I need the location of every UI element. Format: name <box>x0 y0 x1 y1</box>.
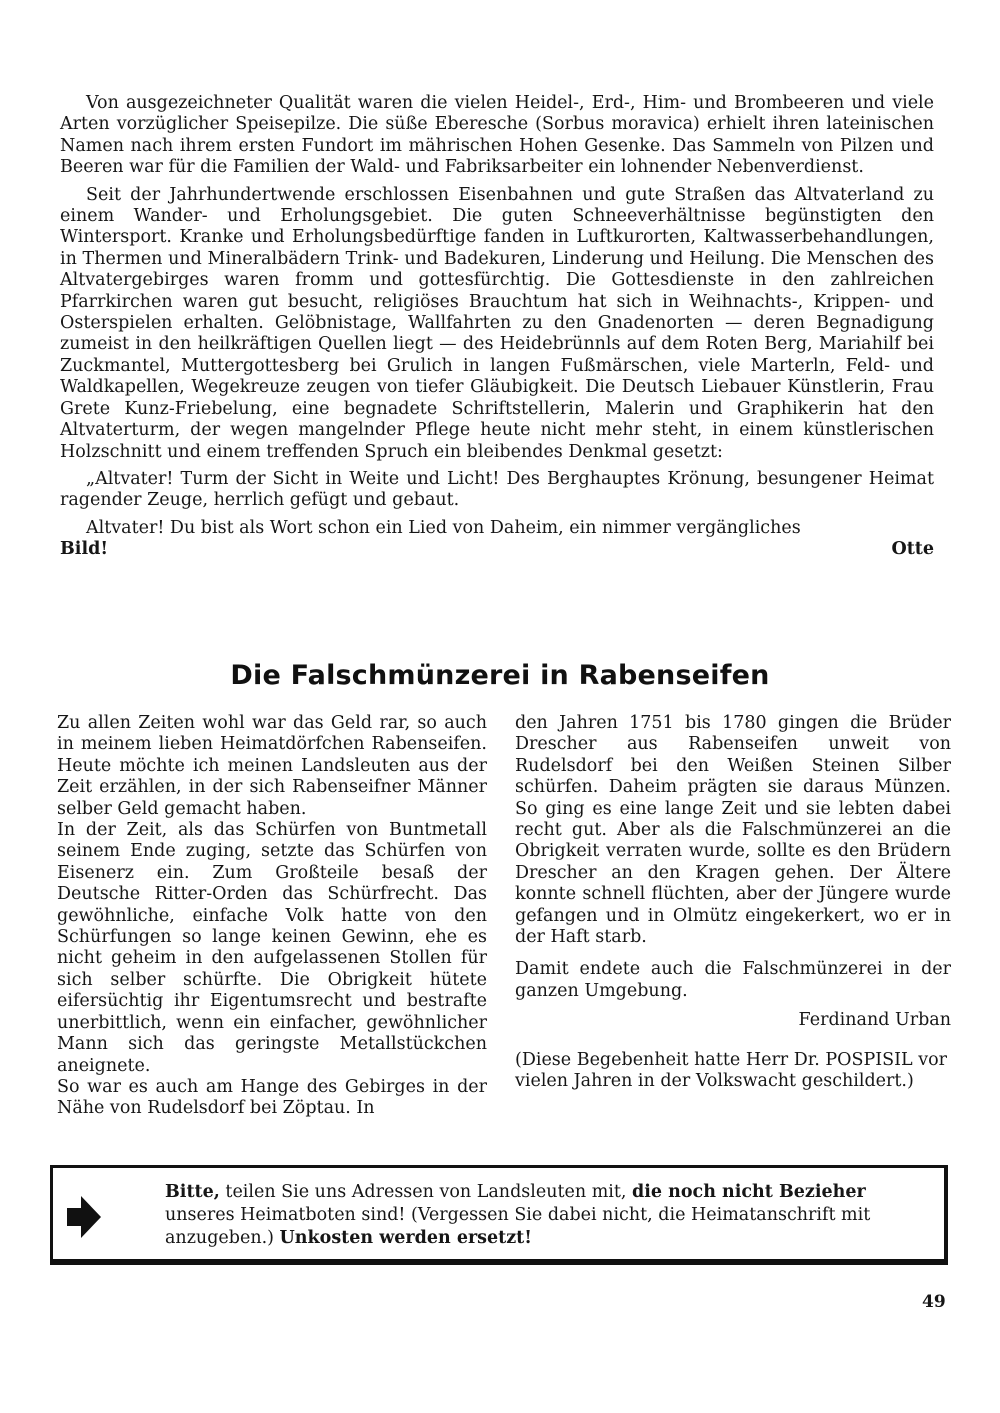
article-paragraph-4: den Jahren 1751 bis 1780 gingen die Brüder Drescher aus Rabenseifen unweit von Rudelsdorf bei den Weißen Steinen Silber schürfen. Daheim prägten sie daraus Münzen. So ging es eine lange Zeit und sie lebten dabei recht gut. Aber als die Falschmünzerei an die Obrigkeit verraten wurde, sollte es den Brüdern Drescher an den Kragen gehen. Der Ältere konnte schnell flüchten, aber der Jüngere wurde gefangen und in Olmütz eingekerkert, wo er in der Haft starb. <box>515 713 951 948</box>
article-author: Ferdinand Urban <box>798 1010 951 1031</box>
notice-text-part-1: Bitte, <box>165 1182 220 1202</box>
quote-paragraph-2: Altvater! Du bist als Wort schon ein Lied von Daheim, ein nimmer vergängliches <box>86 517 801 538</box>
intro-paragraph-1: Von ausgezeichneter Qualität waren die vielen Heidel-, Erd-, Him- und Brombeeren und viele Arten vorzüglicher Speisepilze. Die süße Eberesche (Sorbus moravica) erhielt ihren lateinischen Namen nach ihrem ersten Fundort im mährischen Hohen Gesenke. Das Sammeln von Pilzen und Beeren war für die Familien der Wald- und Fabriksarbeiter ein lohnender Nebenverdienst. <box>60 93 934 178</box>
article-title: Die Falschmünzerei in Rabenseifen <box>230 660 770 691</box>
notice-text-part-2: teilen Sie uns Adressen von Landsleuten mit, <box>219 1182 633 1202</box>
page-number: 49 <box>922 1292 946 1312</box>
notice-text <box>165 1181 935 1250</box>
intro-paragraph-2: Seit der Jahrhundertwende erschlossen Eisenbahnen und gute Straßen das Altvaterland zu einem Wander- und Erholungsgebiet. Die guten Schneeverhältnisse begünstigten den Wintersport. Kranke und Erholungsbedürftige fanden in Luftkurorten, Kaltwasserbehandlungen, in Thermen und Mineralbädern Trink- und Badekuren, Linderung und Heilung. Die Menschen des Altvatergebirges waren fromm und gottesfürchtig. Die Gottesdienste in den zahlreichen Pfarrkirchen waren gut besucht, religiöses Brauchtum hat sich in Weihnachts-, Krippen- und Osterspielen erhalten. Gelöbnistage, Wallfahrten zu den Gnadenorten — deren Begnadigung zumeist in den heilkräftigen Quellen liegt — des Heidebrünnls auf dem Roten Berg, Mariahilf bei Zuckmantel, Muttergottesberg bei Grulich in langen Fußmärschen, viele Marterln, Feld- und Waldkapellen, Wegekreuze zeugen von tiefer Gläubigkeit. Die Deutsch Liebauer Künstlerin, Frau Grete Kunz-Friebelung, eine begnadete Schriftstellerin, Malerin und Graphikerin hat den Altvaterturm, der wegen mangelnder Pflege heute nicht mehr steht, in einem künstlerischen Holzschnitt und einem treffenden Spruch ein bleibendes Denkmal gesetzt: <box>60 184 934 462</box>
article-paragraph-1: Zu allen Zeiten wohl war das Geld rar, so auch in meinem lieben Heimatdörfchen Rabenseifen. Heute möchte ich meinen Landsleuten aus der Zeit erzählen, in der sich Rabenseifner Männer selber Geld gemacht haben. <box>57 713 487 819</box>
notice-text-part-5: Unkosten werden ersetzt! <box>279 1228 532 1248</box>
notice-box <box>50 1165 948 1265</box>
article-paragraph-3: So war es auch am Hange des Gebirges in der Nähe von Rudelsdorf bei Zöptau. In <box>57 1076 487 1119</box>
quote-paragraph-1: „Altvater! Turm der Sicht in Weite und Licht! Des Berghauptes Krönung, besungener Heimat ragender Zeuge, herrlich gefügt und gebaut. <box>60 468 934 511</box>
arrow-right-icon <box>67 1196 101 1238</box>
article-paragraph-5: Damit endete auch die Falschmünzerei in der ganzen Umgebung. <box>515 959 951 1001</box>
article-source-note: (Diese Begebenheit hatte Herr Dr. POSPISIL vor vielen Jahren in der Volkswacht geschildert.) <box>515 1049 948 1092</box>
article-right-column <box>515 713 951 1093</box>
article-left-column <box>57 713 487 1120</box>
intro-section <box>60 93 934 561</box>
quote-signature: Otte <box>891 539 934 560</box>
article-paragraph-2: In der Zeit, als das Schürfen von Buntmetall seinem Ende zuging, setzte das Schürfen von Eisenerz ein. Zum Großteile besaß der Deutsche Ritter-Orden das Schürfrecht. Das gewöhnliche, einfache Volk hatte von den Schürfungen so lange keinen Gewinn, ehe es nicht geheim in den aufgelassenen Stollen für sich selber schürfte. Die Obrigkeit hütete eifersüchtig ihr Eigentumsrecht und bestrafte unerbittlich, wenn ein einfacher, gewöhnlicher Mann sich das geringste Metallstückchen aneignete. <box>57 820 487 1076</box>
quote-signature-line <box>60 539 934 560</box>
quote-end-word: Bild! <box>60 539 109 560</box>
notice-text-part-4: unseres Heimatboten sind! (Vergessen Sie dabei nicht, die Heimatanschrift mit anzugeben.) <box>165 1205 871 1248</box>
notice-text-part-3: die noch nicht Bezieher <box>632 1182 866 1202</box>
